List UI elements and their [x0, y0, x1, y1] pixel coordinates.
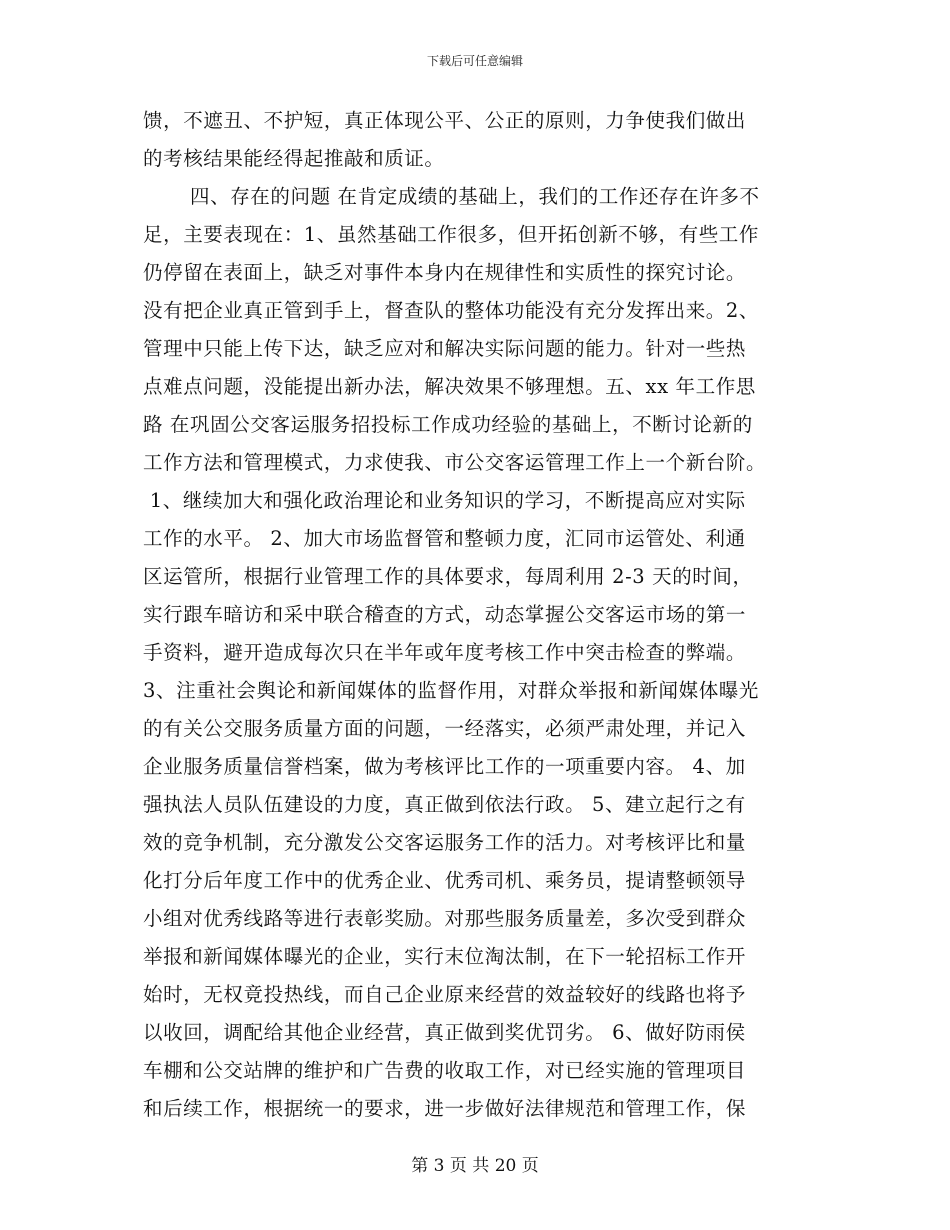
page-number: 第 3 页 共 20 页 [411, 1156, 539, 1176]
paragraph-line: 企业服务质量信誉档案，做为考核评比工作的一项重要内容。 4、加 [143, 755, 746, 778]
paragraph-line: 3、注重社会舆论和新闻媒体的监督作用，对群众举报和新闻媒体曝光 [143, 679, 760, 702]
paragraph-line: 仍停留在表面上，缺乏对事件本身内在规律性和实质性的探究讨论。 [143, 261, 747, 284]
paragraph-line: 工作的水平。 2、加大市场监督管和整顿力度，汇同市运管处、利通 [143, 527, 746, 550]
paragraph-line: 路 在巩固公交客运服务招投标工作成功经验的基础上，不断讨论新的 [143, 413, 753, 436]
paragraph-line: 四、存在的问题 在肯定成绩的基础上，我们的工作还存在许多不 [190, 185, 760, 208]
paragraph-line: 举报和新闻媒体曝光的企业，实行末位淘汰制，在下一轮招标工作开 [143, 945, 747, 968]
paragraph-line: 足，主要表现在：1、虽然基础工作很多，但开拓创新不够，有些工作 [143, 223, 760, 246]
paragraph-line: 工作方法和管理模式，力求使我、市公交客运管理工作上一个新台阶。 [143, 451, 767, 474]
paragraph-line: 馈，不遮丑、不护短，真正体现公平、公正的原则，力争使我们做出 [143, 109, 747, 132]
paragraph-line: 效的竞争机制，充分激发公交客运服务工作的活力。对考核评比和量 [143, 831, 747, 854]
paragraph-line: 的考核结果能经得起推敲和质证。 [143, 147, 445, 170]
paragraph-line: 手资料，避开造成每次只在半年或年度考核工作中突击检查的弊端。 [143, 641, 747, 664]
paragraph-line: 的有关公交服务质量方面的问题，一经落实，必须严肃处理，并记入 [143, 717, 747, 740]
paragraph-line: 区运管所，根据行业管理工作的具体要求，每周利用 2-3 天的时间， [143, 565, 753, 588]
paragraph-line: 小组对优秀线路等进行表彰奖励。对那些服务质量差，多次受到群众 [143, 907, 747, 930]
paragraph-line: 强执法人员队伍建设的力度，真正做到依法行政。 5、建立起行之有 [143, 793, 746, 816]
paragraph-line: 没有把企业真正管到手上，督查队的整体功能没有充分发挥出来。2、 [143, 299, 760, 322]
paragraph-line: 和后续工作，根据统一的要求，进一步做好法律规范和管理工作，保 [143, 1097, 747, 1120]
paragraph-line: 始时，无权竟投热线，而自己企业原来经营的效益较好的线路也将予 [143, 983, 747, 1006]
paragraph-line: 车棚和公交站牌的维护和广告费的收取工作，对已经实施的管理项目 [143, 1059, 747, 1082]
paragraph-line: 化打分后年度工作中的优秀企业、优秀司机、乘务员，提请整顿领导 [143, 869, 747, 892]
paragraph-line: 管理中只能上传下达，缺乏应对和解决实际问题的能力。针对一些热 [143, 337, 747, 360]
paragraph-line: 以收回，调配给其他企业经营，真正做到奖优罚劣。 6、做好防雨侯 [143, 1021, 746, 1044]
paragraph-line: 1、继续加大和强化政治理论和业务知识的学习，不断提高应对实际 [143, 489, 746, 512]
page-header-note: 下载后可任意编辑 [426, 54, 523, 68]
paragraph-line: 点难点问题，没能提出新办法，解决效果不够理想。五、xx 年工作思 [143, 375, 756, 398]
paragraph-line: 实行跟车暗访和采中联合稽查的方式，动态掌握公交客运市场的第一 [143, 603, 747, 626]
